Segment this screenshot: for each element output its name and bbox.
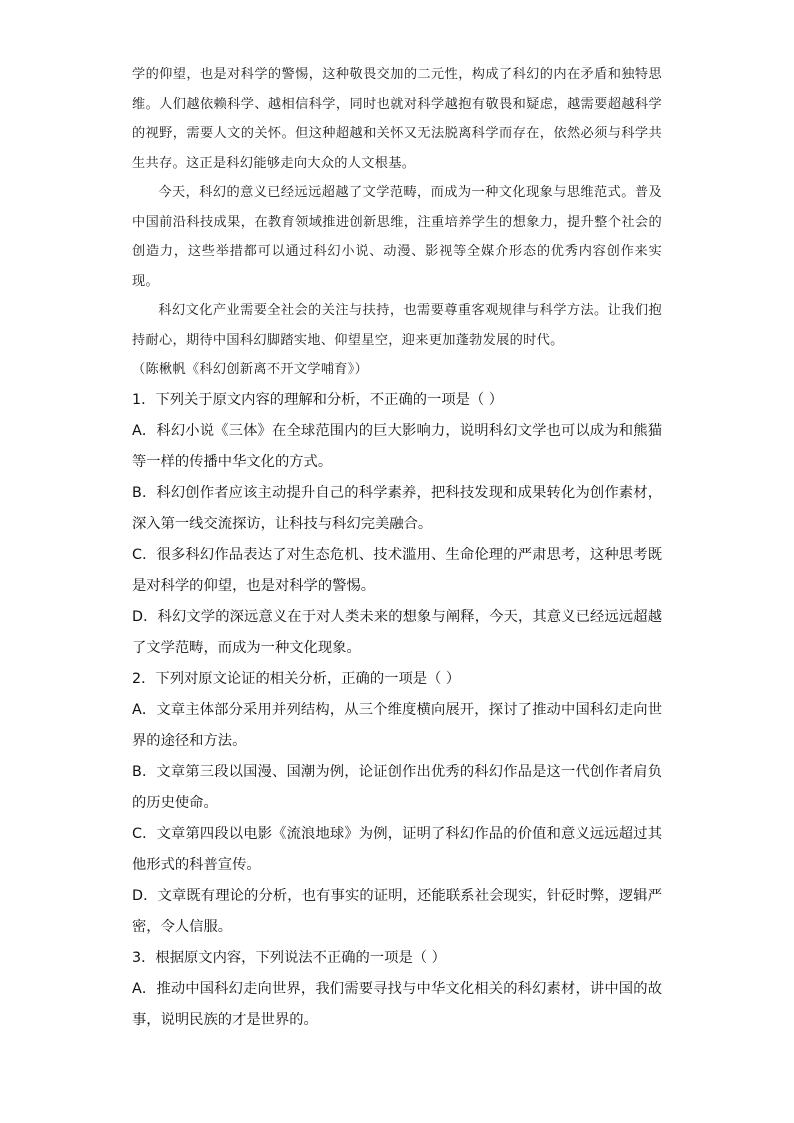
question-1 <box>132 385 662 664</box>
question-list <box>132 385 662 1036</box>
question-2 <box>132 664 662 943</box>
option-a: A．科幻小说《三体》在全球范围内的巨大影响力，说明科幻文学也可以成为和熊猫等一样的传播中华文化的方式。 <box>132 422 662 470</box>
option-d: D．文章既有理论的分析，也有事实的证明，还能联系社会现实，针砭时弊，逻辑严密，令人信服。 <box>132 887 662 935</box>
passage-paragraph: 科幻文化产业需要全社会的关注与扶持，也需要尊重客观规律与科学方法。让我们抱持耐心，期待中国科幻脚踏实地、仰望星空，迎来更加蓬勃发展的时代。 <box>132 303 662 348</box>
option-b: B．文章第三段以国漫、国潮为例，论证创作出优秀的科幻作品是这一代创作者肩负的历史使命。 <box>132 763 662 811</box>
question-stem: 1．下列关于原文内容的理解和分析，不正确的一项是（ ） <box>132 391 504 408</box>
question-3 <box>132 943 662 1036</box>
option-b: B．科幻创作者应该主动提升自己的科学素养，把科技发现和成果转化为创作素材，深入第一线交流探访，让科技与科幻完美融合。 <box>132 484 662 532</box>
option-a: A．文章主体部分采用并列结构，从三个维度横向展开，探讨了推动中国科幻走向世界的途径和方法。 <box>132 701 662 749</box>
question-stem: 3．根据原文内容，下列说法不正确的一项是（ ） <box>132 949 446 966</box>
question-stem: 2．下列对原文论证的相关分析，正确的一项是（ ） <box>132 670 461 687</box>
option-c: C．很多科幻作品表达了对生态危机、技术滥用、生命伦理的严肃思考，这种思考既是对科学的仰望，也是对科学的警惕。 <box>132 546 662 594</box>
document-content <box>132 60 662 1036</box>
option-d: D．科幻文学的深远意义在于对人类未来的想象与阐释，今天，其意义已经远远超越了文学范畴，而成为一种文化现象。 <box>132 608 662 656</box>
reading-passage <box>132 60 662 385</box>
option-a: A．推动中国科幻走向世界，我们需要寻找与中华文化相关的科幻素材，讲中国的故事，说明民族的才是世界的。 <box>132 980 662 1028</box>
passage-paragraph: 学的仰望，也是对科学的警惕，这种敬畏交加的二元性，构成了科幻的内在矛盾和独特思维。人们越依赖科学、越相信科学，同时也就对科学越抱有敬畏和疑虑，越需要超越科学的视野，需要人文的关怀。但这种超越和关怀又无法脱离科学而存在，依然必须与科学共生共存。这正是科幻能够走向大众的人文根基。 <box>132 67 662 171</box>
passage-source: （陈楸帆《科幻创新离不开文学哺育》） <box>132 362 369 377</box>
option-c: C．文章第四段以电影《流浪地球》为例，证明了科幻作品的价值和意义远远超过其他形式的科普宣传。 <box>132 825 662 873</box>
passage-paragraph: 今天，科幻的意义已经远远超越了文学范畴，而成为一种文化现象与思维范式。普及中国前沿科技成果，在教育领域推进创新思维，注重培养学生的想象力，提升整个社会的创造力，这些举措都可以通过科幻小说、动漫、影视等全媒介形态的优秀内容创作来实现。 <box>132 185 662 289</box>
